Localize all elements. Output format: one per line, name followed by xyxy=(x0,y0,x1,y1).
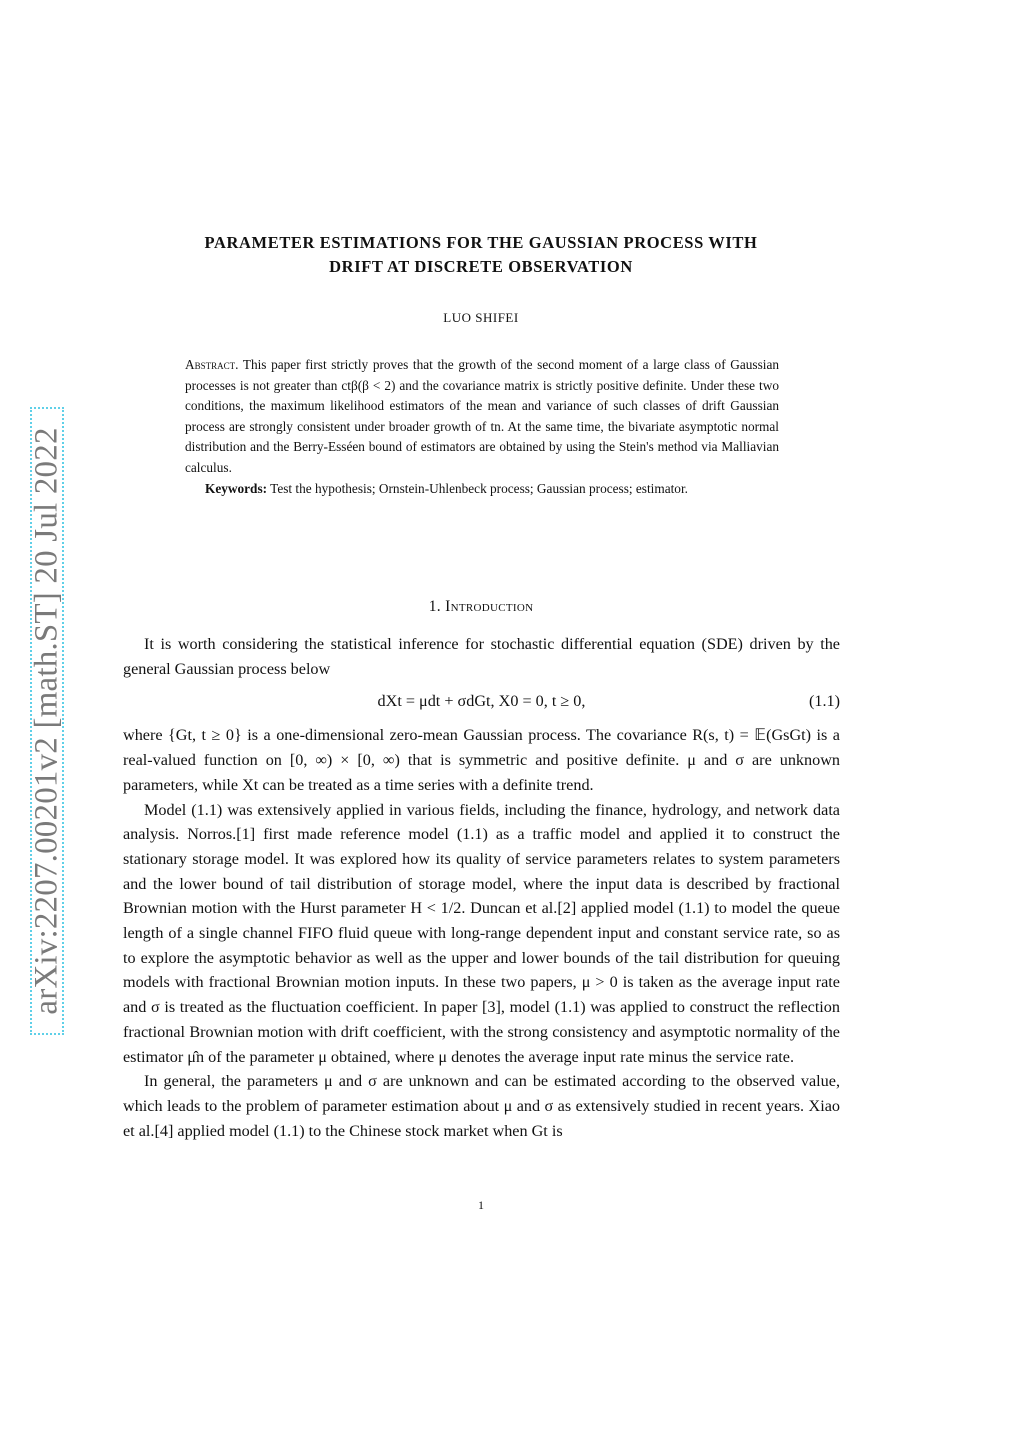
keywords-label: Keywords: xyxy=(205,480,268,496)
author-name: LUO SHIFEI xyxy=(443,310,519,325)
paragraph-3: Model (1.1) was extensively applied in various fields, including the finance, hydrology, and network data analysis. Norros.[1] first made reference model (1.1) as a traffic model and applied it to construct the stationary storage model. It was explored how its quality of service parameters relates to system parameters and the lower bound of tail distribution of storage model, where the input data is described by fractional Brownian motion with the Hurst parameter H < 1/2. Duncan et al.[2] applied model (1.1) to model the queue length of a single channel FIFO fluid queue with long-range dependent input and constant service rate, so as to explore the asymptotic behavior as well as the upper and lower bounds of the tail distribution for queuing models with fractional Brownian motion inputs. In these two papers, μ > 0 is taken as the average input rate and σ is treated as the fluctuation coefficient. In paper [3], model (1.1) was applied to construct the reflection fractional Brownian motion with drift coefficient, with the strong consistency and asymptotic normality of the estimator μ̂n of the parameter μ obtained, where μ denotes the average input rate minus the service rate. xyxy=(123,800,840,1066)
section-number: 1. xyxy=(428,598,441,615)
equation-number: (1.1) xyxy=(808,692,840,711)
section-heading xyxy=(120,598,842,616)
paragraph-1: It is worth considering the statistical inference for stochastic differential equation (SDE) driven by the general Gaussian process below xyxy=(123,635,840,678)
title-line-1: PARAMETER ESTIMATIONS FOR THE GAUSSIAN PROCESS WITH xyxy=(204,233,758,252)
abstract-text: This paper first strictly proves that the growth of the second moment of a large class of Gaussian processes is not greater than ctβ(β < 2) and the covariance matrix is strictly positive definite. Under these two conditions, the maximum likelihood estimators of the mean and variance of such classes of drift Gaussian process are strongly consistent under broader growth of tn. At the same time, the bivariate asymptotic normal distribution and the Berry-Esséen bound of estimators are obtained by using the Stein's method via Malliavian calculus. xyxy=(185,357,779,475)
abstract-paragraph xyxy=(185,355,779,479)
paragraph-4: In general, the parameters μ and σ are unknown and can be estimated according to the observed value, which leads to the problem of parameter estimation about μ and σ as extensively studied in recent years. Xiao et al.[4] applied model (1.1) to the Chinese stock market when Gt is xyxy=(123,1072,840,1140)
paragraph-2: where {Gt, t ≥ 0} is a one-dimensional zero-mean Gaussian process. The covariance R(s, t) = 𝔼(GsGt) is a real-valued function on [0, ∞) × [0, ∞) that is symmetric and positive definite. μ and σ are unknown parameters, while Xt can be treated as a time series with a definite trend. xyxy=(123,726,840,794)
arxiv-stamp-text: arXiv:2207.00201v2 [math.ST] 20 Jul 2022 xyxy=(28,427,65,1015)
keywords-paragraph xyxy=(185,479,779,500)
body-text xyxy=(123,632,840,1143)
paper-title xyxy=(120,231,842,279)
arxiv-stamp xyxy=(30,407,64,1035)
equation-formula: dXt = μdt + σdGt, X0 = 0, t ≥ 0, xyxy=(377,692,586,711)
abstract-block xyxy=(185,355,779,499)
title-line-2: DRIFT AT DISCRETE OBSERVATION xyxy=(329,257,633,276)
keywords-text: Test the hypothesis; Ornstein-Uhlenbeck process; Gaussian process; estimator. xyxy=(270,480,688,496)
page-number: 1 xyxy=(478,1198,484,1212)
equation-1-1 xyxy=(123,681,840,723)
abstract-label: Abstract. xyxy=(185,357,239,372)
section-title: Introduction xyxy=(445,598,534,615)
